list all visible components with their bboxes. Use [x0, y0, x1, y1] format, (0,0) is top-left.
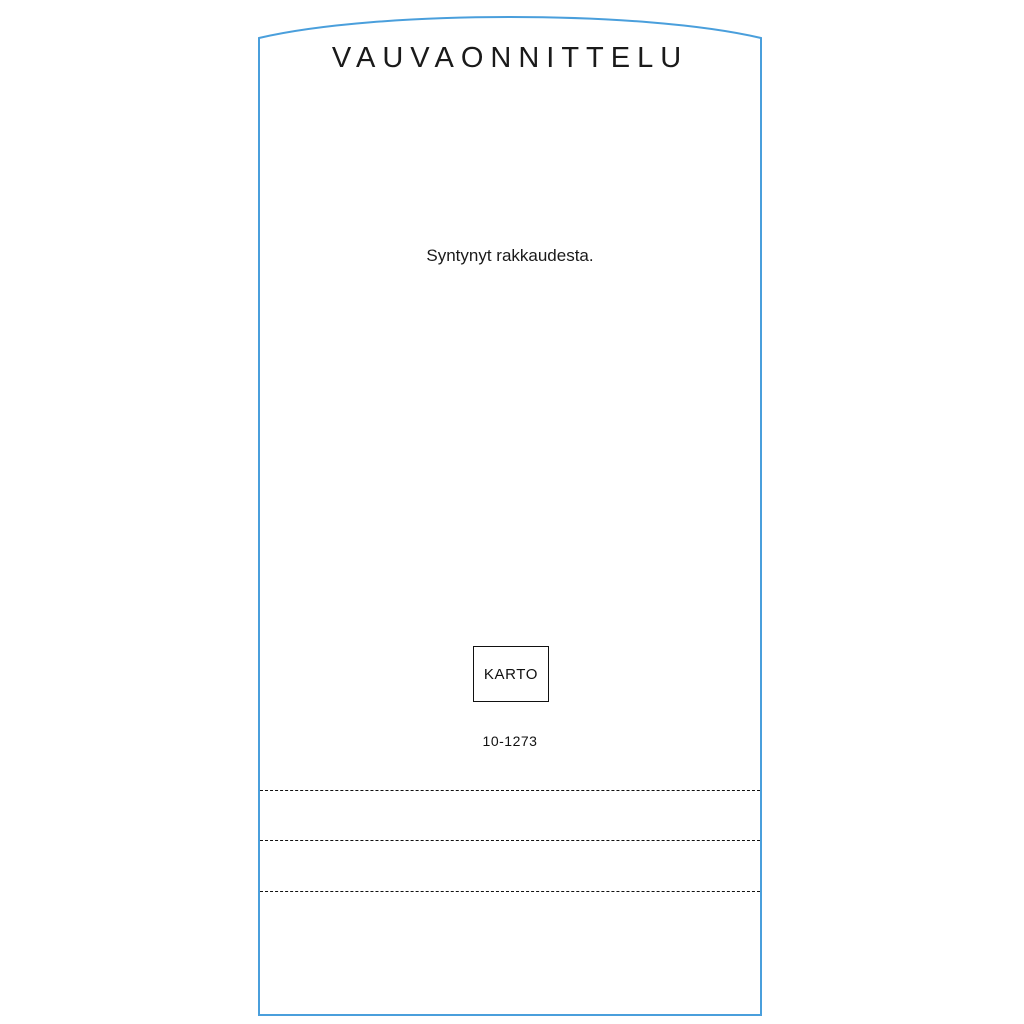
fold-line-3 [260, 891, 760, 892]
card-tagline: Syntynyt rakkaudesta. [426, 246, 594, 265]
product-code: 10-1273 [482, 733, 538, 749]
fold-line-1 [260, 790, 760, 791]
brand-logo-label: KARTO [483, 665, 539, 683]
fold-line-2 [260, 840, 760, 841]
card-title: VAUVAONNITTELU [331, 42, 689, 74]
brand-logo-box [473, 646, 549, 702]
card-die-cut-outline [258, 8, 762, 1016]
